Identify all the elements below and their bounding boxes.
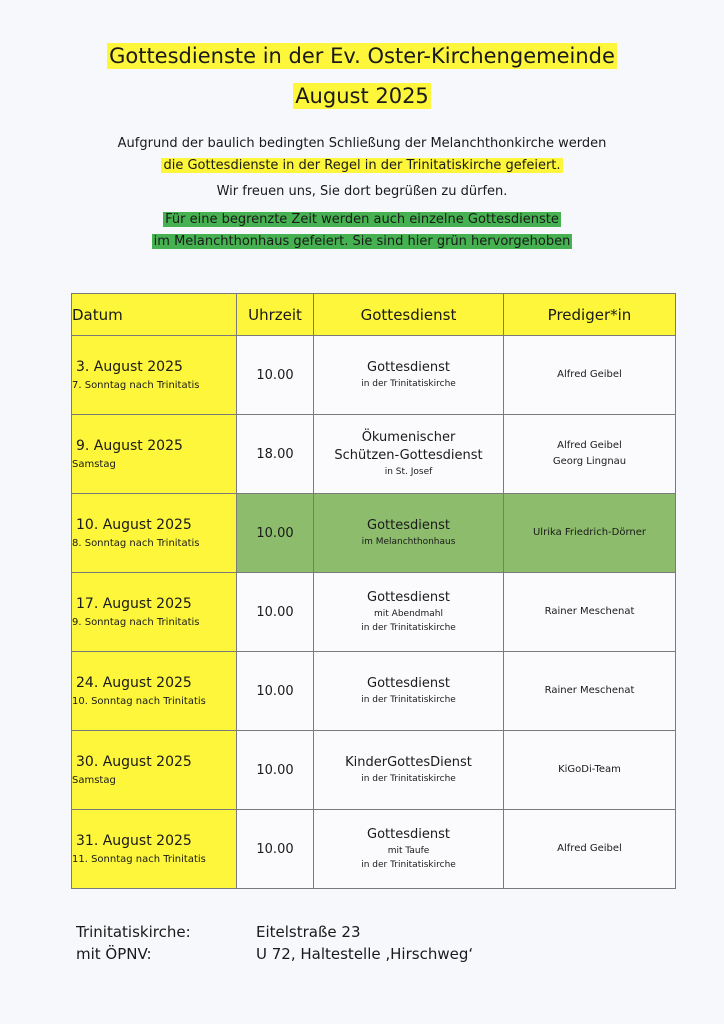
preacher-cell — [504, 573, 676, 652]
date-cell — [72, 731, 237, 810]
service-cell — [314, 731, 504, 810]
transit-info: U 72, Haltestelle ‚Hirschweg‘ — [256, 945, 474, 963]
day-label: 8. Sonntag nach Trinitatis — [72, 538, 200, 549]
service-detail: in der Trinitatiskirche — [361, 379, 456, 389]
date-cell — [72, 494, 237, 573]
date-label: 24. August 2025 — [76, 675, 192, 691]
service-title: Ökumenischer — [361, 430, 456, 445]
schedule-table — [71, 293, 676, 889]
church-address: Eitelstraße 23 — [256, 923, 361, 941]
intro-green-line-1: Für eine begrenzte Zeit werden auch einzelne Gottesdienste — [165, 212, 559, 227]
time-cell: 10.00 — [237, 731, 314, 810]
preacher-name: Alfred Geibel — [557, 440, 622, 451]
intro-text — [0, 133, 724, 253]
service-title: Gottesdienst — [367, 676, 450, 691]
table-row-highlighted — [72, 494, 676, 573]
header-time: Uhrzeit — [237, 294, 314, 336]
header-date: Datum — [72, 294, 237, 336]
service-cell — [314, 336, 504, 415]
service-title: Gottesdienst — [367, 590, 450, 605]
preacher-name: Alfred Geibel — [557, 843, 622, 854]
service-title: Gottesdienst — [367, 360, 450, 375]
date-cell — [72, 810, 237, 889]
date-label: 10. August 2025 — [76, 517, 192, 533]
service-title: Gottesdienst — [367, 518, 450, 533]
date-label: 9. August 2025 — [76, 438, 183, 454]
preacher-cell — [504, 652, 676, 731]
service-cell — [314, 415, 504, 494]
service-detail-2: in der Trinitatiskirche — [361, 623, 456, 633]
date-label: 31. August 2025 — [76, 833, 192, 849]
preacher-name-2: Georg Lingnau — [552, 456, 627, 467]
table-row — [72, 810, 676, 889]
header-service: Gottesdienst — [314, 294, 504, 336]
preacher-name: Ulrika Friedrich-Dörner — [532, 527, 646, 538]
intro-line-3: Wir freuen uns, Sie dort begrüßen zu dürfen. — [216, 184, 508, 199]
table-row — [72, 415, 676, 494]
intro-line-2-highlight: die Gottesdienste in der Regel in der Trinitatiskirche gefeiert. — [163, 158, 561, 173]
preacher-cell — [504, 415, 676, 494]
service-detail: in der Trinitatiskirche — [361, 695, 456, 705]
time-cell: 18.00 — [237, 415, 314, 494]
time-cell: 10.00 — [237, 810, 314, 889]
date-label: 17. August 2025 — [76, 596, 192, 612]
preacher-name: Rainer Meschenat — [544, 606, 635, 617]
service-detail: in der Trinitatiskirche — [361, 774, 456, 784]
preacher-cell — [504, 731, 676, 810]
footer-info — [76, 921, 473, 965]
table-row — [72, 652, 676, 731]
time-cell: 10.00 — [237, 573, 314, 652]
table-row — [72, 573, 676, 652]
date-label: 30. August 2025 — [76, 754, 192, 770]
day-label: 9. Sonntag nach Trinitatis — [72, 617, 200, 628]
preacher-cell — [504, 810, 676, 889]
day-label: 7. Sonntag nach Trinitatis — [72, 380, 200, 391]
service-title: Gottesdienst — [367, 827, 450, 842]
preacher-cell — [504, 494, 676, 573]
preacher-name: KiGoDi-Team — [558, 764, 621, 775]
service-cell — [314, 652, 504, 731]
preacher-cell — [504, 336, 676, 415]
service-cell — [314, 573, 504, 652]
day-label: Samstag — [72, 459, 116, 470]
service-detail-2: in der Trinitatiskirche — [361, 860, 456, 870]
day-label: 10. Sonntag nach Trinitatis — [72, 696, 206, 707]
day-label: Samstag — [72, 775, 116, 786]
service-detail: mit Abendmahl — [374, 609, 443, 619]
date-cell — [72, 652, 237, 731]
table-row — [72, 336, 676, 415]
date-cell — [72, 336, 237, 415]
title-line-1: Gottesdienste in der Ev. Oster-Kirchengemeinde — [109, 44, 615, 68]
table-header-row — [72, 294, 676, 336]
page-title — [0, 37, 724, 117]
preacher-name: Alfred Geibel — [557, 369, 622, 380]
service-title-2: Schützen-Gottesdienst — [334, 448, 483, 463]
date-label: 3. August 2025 — [76, 359, 183, 375]
intro-green-line-2: im Melanchthonhaus gefeiert. Sie sind hier grün hervorgehoben — [153, 234, 571, 249]
church-label: Trinitatiskirche: — [76, 923, 191, 941]
intro-line-1: Aufgrund der baulich bedingten Schließung der Melanchthonkirche werden — [117, 136, 607, 151]
church-address-row — [76, 921, 473, 943]
preacher-name: Rainer Meschenat — [544, 685, 635, 696]
service-detail: in St. Josef — [384, 467, 433, 477]
date-cell — [72, 415, 237, 494]
time-cell: 10.00 — [237, 336, 314, 415]
transit-row — [76, 943, 473, 965]
service-detail: im Melanchthonhaus — [361, 537, 456, 547]
service-detail: mit Taufe — [387, 846, 430, 856]
title-line-2: August 2025 — [295, 84, 429, 108]
date-cell — [72, 573, 237, 652]
time-cell: 10.00 — [237, 652, 314, 731]
table-row — [72, 731, 676, 810]
day-label: 11. Sonntag nach Trinitatis — [72, 854, 206, 865]
service-cell — [314, 494, 504, 573]
service-cell — [314, 810, 504, 889]
time-cell: 10.00 — [237, 494, 314, 573]
service-title: KinderGottesDienst — [345, 755, 472, 770]
header-preacher: Prediger*in — [504, 294, 676, 336]
transit-label: mit ÖPNV: — [76, 945, 152, 963]
